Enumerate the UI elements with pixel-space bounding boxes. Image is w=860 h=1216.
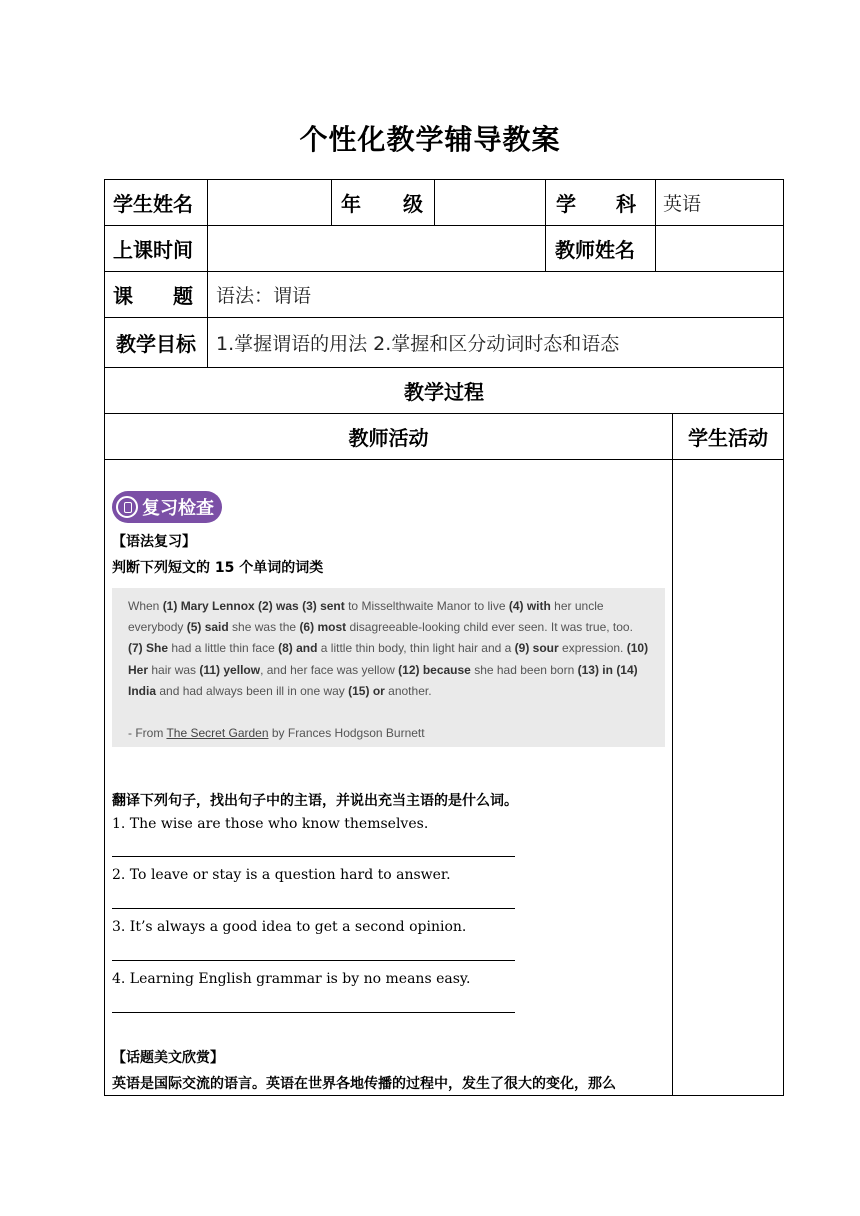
sentence-3: 3. It’s always a good idea to get a second opinion. (112, 919, 467, 935)
answer-line-2[interactable] (112, 908, 515, 909)
topic-label-part2: 题 (173, 284, 193, 308)
sentence-2: 2. To leave or stay is a question hard to answer. (112, 867, 451, 883)
subject-label-part1: 学 (556, 192, 576, 216)
grade-label-part1: 年 (341, 192, 361, 216)
passage-source: - From The Secret Garden by Frances Hodgson Burnett (128, 726, 425, 741)
student-name-field[interactable] (208, 180, 331, 225)
page-title: 个性化教学辅导教案 (299, 123, 561, 156)
subject-value: 英语 (663, 193, 702, 215)
topic-label (113, 272, 193, 317)
sentence-1: 1. The wise are those who know themselves. (112, 816, 429, 832)
teaching-goal-value: 1.掌握谓语的用法 2.掌握和区分动词时态和语态 (216, 333, 620, 355)
topic-value: 语法：谓语 (216, 285, 312, 307)
answer-line-1[interactable] (112, 856, 515, 857)
student-activity-heading: 学生活动 (688, 426, 768, 450)
review-check-label: 复习检查 (142, 498, 214, 519)
subject-label-part2: 科 (616, 192, 636, 216)
subject-label (556, 180, 636, 225)
topic-essay-text: 英语是国际交流的语言。英语在世界各地传播的过程中，发生了很大的变化，那么 (112, 1076, 616, 1092)
review-check-badge (112, 491, 222, 523)
teacher-name-label: 教师姓名 (555, 238, 635, 262)
topic-label-part1: 课 (113, 284, 133, 308)
passage-text: When (1) Mary Lennox (2) was (3) sent to Misselthwaite Manor to live (4) with her uncle everybody (5) said she was the (6) most disagreeable-looking child ever seen. It was true, too. (7) She had a little thin face (8) and a little thin body, thin light hair and a (9) sour expression. (10) Her hair was (11) yellow, and her face was yellow (12) because she had been born (13) in (14) India and had always been ill in one way (15) or another. (128, 599, 649, 698)
teaching-process-heading: 教学过程 (404, 380, 484, 404)
translate-instruction: 翻译下列句子，找出句子中的主语，并说出充当主语的是什么词。 (112, 793, 518, 809)
student-name-label: 学生姓名 (113, 192, 193, 216)
grade-label (341, 180, 423, 225)
class-time-label: 上课时间 (113, 238, 193, 262)
teacher-name-field[interactable] (656, 226, 783, 271)
word-class-instruction: 判断下列短文的 15 个单词的词类 (112, 560, 324, 576)
sentence-4: 4. Learning English grammar is by no means easy. (112, 971, 471, 987)
topic-essay-heading: 【话题美文欣赏】 (112, 1050, 224, 1066)
teaching-goal-label: 教学目标 (116, 332, 196, 356)
passage-box (112, 588, 665, 747)
grade-label-part2: 级 (403, 192, 423, 216)
grammar-review-heading: 【语法复习】 (112, 534, 196, 550)
teacher-activity-heading: 教师活动 (348, 426, 429, 450)
class-time-field[interactable] (208, 226, 545, 271)
grade-field[interactable] (435, 180, 545, 225)
answer-line-3[interactable] (112, 960, 515, 961)
source-book-title: The Secret Garden (166, 726, 269, 741)
clipboard-icon (116, 496, 138, 518)
answer-line-4[interactable] (112, 1012, 515, 1013)
